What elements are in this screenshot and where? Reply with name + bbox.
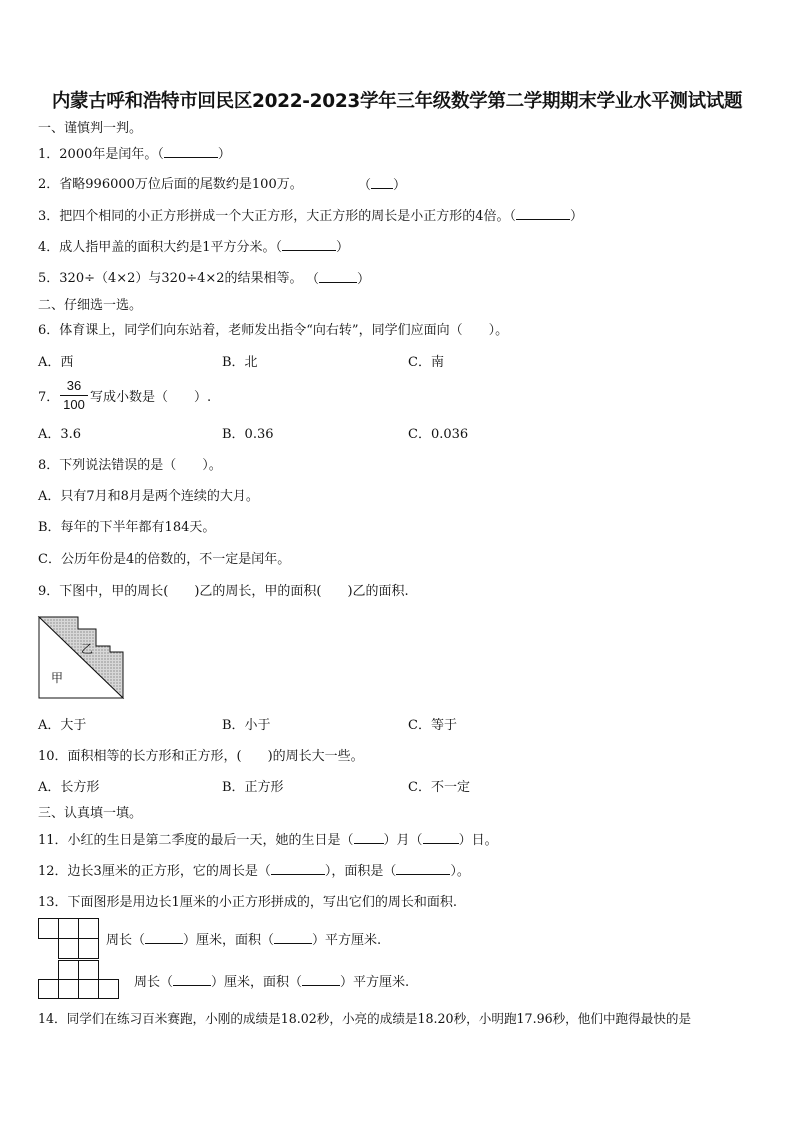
page-title: 内蒙古呼和浩特市回民区2022-2023学年三年级数学第二学期期末学业水平测试试题 (51, 91, 743, 112)
question-13: 13．下面图形是用边长1厘米的小正方形拼成的，写出它们的周长和面积. (38, 895, 457, 910)
grid-square (59, 980, 79, 999)
question-2 (38, 177, 303, 193)
question-5-open: （ (306, 272, 320, 287)
label-yi: 乙 (81, 642, 94, 656)
question-8: 8．下列说法错误的是（ ）。 (38, 458, 222, 473)
question-11-text: 11．小红的生日是第二季度的最后一天，她的生日是（ (38, 833, 354, 848)
question-10: 10．面积相等的长方形和正方形，( )的周长大一些。 (38, 749, 364, 764)
question-2-end: ） (393, 178, 407, 193)
question-11-end: ）日。 (458, 833, 498, 848)
answer-blank-area[interactable] (274, 932, 312, 944)
question-3-text: 3．把四个相同的小正方形拼成一个大正方形，大正方形的周长是小正方形的4倍。（ (38, 209, 517, 224)
grid-square (99, 980, 119, 999)
area-label: ）厘米，面积（ (211, 975, 303, 990)
answer-blank-perimeter[interactable] (173, 974, 211, 986)
question-9-figure (38, 616, 126, 700)
question-1-text: 1．2000年是闰年。（ (38, 147, 164, 162)
answer-blank-month[interactable] (354, 832, 384, 844)
grid-square (59, 919, 79, 939)
answer-blank[interactable] (371, 177, 393, 189)
question-4-end: ） (336, 240, 350, 255)
grid-square (79, 919, 99, 939)
question-8-option-c[interactable]: C．公历年份是4的倍数的，不一定是闰年。 (38, 552, 291, 567)
answer-blank[interactable] (282, 239, 336, 251)
question-11 (38, 832, 498, 849)
question-6-option-b[interactable]: B．北 (222, 355, 258, 370)
answer-blank[interactable] (164, 146, 218, 158)
grid-square (79, 980, 99, 999)
question-12 (38, 863, 470, 880)
question-2-text: 2．省略996000万位后面的尾数约是100万。 (38, 177, 303, 192)
label-jia: 甲 (51, 671, 64, 685)
section-heading-3: 三、认真填一填。 (38, 806, 143, 821)
answer-blank-perimeter[interactable] (271, 863, 325, 875)
fraction-denominator: 100 (63, 397, 85, 412)
question-5 (38, 271, 303, 287)
question-7-text: 写成小数是（ ）. (90, 390, 212, 405)
fraction-numerator: 36 (66, 378, 82, 393)
section-heading-2: 二、仔细选一选。 (38, 298, 143, 313)
question-13-figure-2 (38, 960, 120, 1000)
question-13-figure-1 (38, 918, 100, 960)
question-13-line-1 (106, 932, 381, 949)
question-7-option-b[interactable]: B．0.36 (222, 427, 274, 442)
question-14: 14．同学们在练习百米赛跑，小刚的成绩是18.02秒，小亮的成绩是18.20秒，小明跑17.96秒，他们中跑得最快的是 (38, 1011, 692, 1026)
question-11-mid: ）月（ (383, 833, 423, 848)
question-7-option-c[interactable]: C．0.036 (408, 427, 469, 442)
question-7-fraction (60, 378, 88, 413)
unit-label: ）平方厘米. (340, 975, 410, 990)
question-2-open: （ (358, 178, 372, 193)
answer-blank[interactable] (319, 271, 357, 283)
question-12-end: ）。 (450, 864, 470, 879)
answer-blank[interactable] (516, 208, 570, 220)
question-9-option-c[interactable]: C．等于 (408, 718, 457, 733)
question-3 (38, 208, 583, 225)
grid-square (79, 939, 99, 959)
question-1-end: ） (217, 147, 231, 162)
unit-label: ）平方厘米. (312, 933, 382, 948)
question-12-mid: ），面积是（ (324, 864, 397, 879)
question-2-answer (358, 177, 406, 194)
area-label: ）厘米，面积（ (183, 933, 275, 948)
question-5-end: ） (357, 272, 371, 287)
fraction-bar (60, 395, 88, 396)
question-3-end: ） (570, 209, 584, 224)
question-10-option-c[interactable]: C．不一定 (408, 780, 470, 795)
section-heading-1: 一、谨慎判一判。 (38, 121, 143, 136)
grid-square (59, 939, 79, 959)
question-4-text: 4．成人指甲盖的面积大约是1平方分米。（ (38, 240, 283, 255)
question-10-option-a[interactable]: A．长方形 (38, 780, 100, 795)
question-9: 9．下图中，甲的周长( )乙的周长，甲的面积( )乙的面积. (38, 584, 409, 599)
grid-square (39, 980, 59, 999)
question-5-text: 5．320÷（4×2）与320÷4×2的结果相等。 (38, 271, 303, 286)
answer-blank-area[interactable] (302, 974, 340, 986)
question-7-option-a[interactable]: A．3.6 (38, 427, 82, 442)
question-9-option-a[interactable]: A．大于 (38, 718, 87, 733)
grid-square (79, 961, 99, 980)
question-6: 6．体育课上，同学们向东站着，老师发出指令“向右转”，同学们应面向（ ）。 (38, 323, 509, 338)
question-7-number: 7． (38, 390, 60, 405)
question-5-answer (306, 271, 370, 288)
question-8-option-b[interactable]: B．每年的下半年都有184天。 (38, 520, 216, 535)
answer-blank-area[interactable] (396, 863, 450, 875)
question-13-line-2 (134, 974, 409, 991)
grid-square (59, 961, 79, 980)
answer-blank-perimeter[interactable] (145, 932, 183, 944)
grid-square (39, 919, 59, 939)
answer-blank-day[interactable] (423, 832, 459, 844)
question-4 (38, 239, 349, 256)
question-10-option-b[interactable]: B．正方形 (222, 780, 284, 795)
question-6-option-c[interactable]: C．南 (408, 355, 444, 370)
question-9-option-b[interactable]: B．小于 (222, 718, 271, 733)
perimeter-label: 周长（ (134, 975, 174, 990)
question-8-option-a[interactable]: A．只有7月和8月是两个连续的大月。 (38, 489, 259, 504)
question-1 (38, 146, 231, 163)
perimeter-label: 周长（ (106, 933, 146, 948)
question-12-text: 12．边长3厘米的正方形，它的周长是（ (38, 864, 271, 879)
question-6-option-a[interactable]: A．西 (38, 355, 74, 370)
